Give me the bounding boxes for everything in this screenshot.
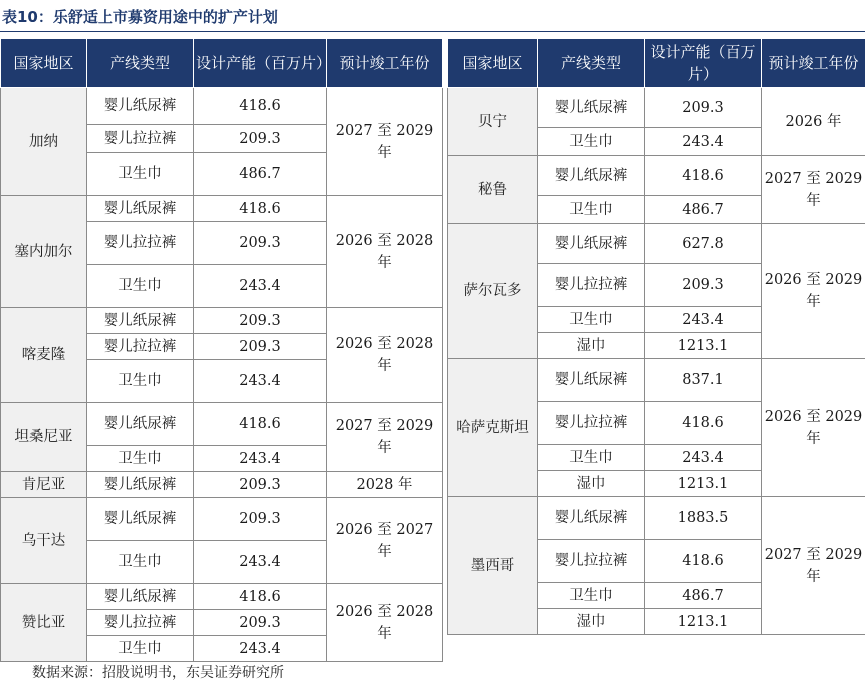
capacity-cell: 243.4 (645, 128, 762, 156)
table-row (1, 196, 443, 222)
table-row (1, 472, 443, 498)
table-row (448, 156, 865, 196)
capacity-cell: 209.3 (194, 222, 327, 265)
year-cell: 2027 至 2029 年 (327, 88, 443, 196)
data-source: 数据来源：招股说明书，东吴证券研究所 (32, 665, 284, 681)
capacity-cell: 1213.1 (645, 333, 762, 359)
capacity-cell: 209.3 (194, 498, 327, 541)
line-type-cell: 卫生巾 (538, 196, 645, 224)
capacity-cell: 486.7 (645, 196, 762, 224)
capacity-cell: 243.4 (194, 446, 327, 472)
capacity-cell: 627.8 (645, 224, 762, 264)
country-cell: 墨西哥 (448, 497, 538, 635)
line-type-cell: 婴儿拉拉裤 (538, 402, 645, 445)
capacity-cell: 243.4 (194, 541, 327, 584)
title-divider (0, 31, 865, 32)
country-cell: 乌干达 (1, 498, 87, 584)
line-type-cell: 婴儿纸尿裤 (87, 584, 194, 610)
country-cell: 肯尼亚 (1, 472, 87, 498)
line-type-cell: 湿巾 (538, 471, 645, 497)
capacity-cell: 209.3 (645, 264, 762, 307)
line-type-cell: 婴儿纸尿裤 (538, 156, 645, 196)
line-type-cell: 婴儿纸尿裤 (538, 224, 645, 264)
country-cell: 贝宁 (448, 88, 538, 156)
capacity-cell: 243.4 (645, 307, 762, 333)
line-type-cell: 卫生巾 (87, 636, 194, 662)
capacity-cell: 209.3 (194, 610, 327, 636)
header-row (1, 39, 443, 88)
line-type-cell: 婴儿纸尿裤 (87, 196, 194, 222)
country-cell: 赞比亚 (1, 584, 87, 662)
line-type-cell: 卫生巾 (538, 128, 645, 156)
line-type-cell: 婴儿拉拉裤 (87, 222, 194, 265)
line-type-cell: 婴儿拉拉裤 (87, 334, 194, 360)
line-type-cell: 婴儿纸尿裤 (87, 403, 194, 446)
line-type-cell: 婴儿纸尿裤 (87, 88, 194, 125)
table-title: 表10：乐舒适上市募资用途中的扩产计划 (2, 8, 278, 26)
table-row (1, 498, 443, 541)
year-cell: 2028 年 (327, 472, 443, 498)
capacity-cell: 418.6 (645, 540, 762, 583)
line-type-cell: 婴儿拉拉裤 (87, 610, 194, 636)
table-row (448, 224, 865, 264)
year-cell: 2026 至 2029 年 (762, 224, 865, 359)
line-type-cell: 卫生巾 (87, 153, 194, 196)
capacity-table-right (447, 38, 865, 659)
line-type-cell: 婴儿拉拉裤 (538, 264, 645, 307)
country-cell: 秘鲁 (448, 156, 538, 224)
year-cell: 2027 至 2029 年 (762, 497, 865, 635)
year-cell: 2026 至 2028 年 (327, 584, 443, 662)
table-row (448, 88, 865, 128)
capacity-cell: 243.4 (194, 636, 327, 662)
table-row (1, 308, 443, 334)
country-cell: 萨尔瓦多 (448, 224, 538, 359)
line-type-cell: 婴儿纸尿裤 (538, 88, 645, 128)
capacity-cell: 1213.1 (645, 609, 762, 635)
year-cell: 2026 至 2027 年 (327, 498, 443, 584)
line-type-cell: 婴儿拉拉裤 (538, 540, 645, 583)
header-year: 预计竣工年份 (327, 39, 443, 88)
table-row (448, 359, 865, 402)
year-cell: 2027 至 2029 年 (762, 156, 865, 224)
table-bottom-border (448, 635, 865, 659)
capacity-cell: 209.3 (645, 88, 762, 128)
year-cell: 2026 年 (762, 88, 865, 156)
capacity-cell: 209.3 (194, 472, 327, 498)
country-cell: 喀麦隆 (1, 308, 87, 403)
line-type-cell: 卫生巾 (87, 265, 194, 308)
table-row (1, 584, 443, 610)
line-type-cell: 湿巾 (538, 609, 645, 635)
year-cell: 2026 至 2029 年 (762, 359, 865, 497)
year-cell: 2026 至 2028 年 (327, 308, 443, 403)
table-row (1, 403, 443, 446)
header-row (448, 39, 865, 88)
line-type-cell: 卫生巾 (87, 541, 194, 584)
capacity-cell: 418.6 (194, 88, 327, 125)
capacity-cell: 418.6 (194, 584, 327, 610)
year-cell: 2026 至 2028 年 (327, 196, 443, 308)
capacity-cell: 837.1 (645, 359, 762, 402)
header-year: 预计竣工年份 (762, 39, 865, 88)
line-type-cell: 卫生巾 (538, 583, 645, 609)
capacity-cell: 418.6 (645, 156, 762, 196)
capacity-cell: 418.6 (645, 402, 762, 445)
line-type-cell: 湿巾 (538, 333, 645, 359)
capacity-cell: 1883.5 (645, 497, 762, 540)
header-capacity: 设计产能（百万片） (645, 39, 762, 88)
capacity-cell: 209.3 (194, 125, 327, 153)
capacity-cell: 418.6 (194, 196, 327, 222)
capacity-cell: 1213.1 (645, 471, 762, 497)
line-type-cell: 婴儿纸尿裤 (87, 308, 194, 334)
line-type-cell: 卫生巾 (87, 360, 194, 403)
line-type-cell: 婴儿拉拉裤 (87, 125, 194, 153)
capacity-cell: 243.4 (194, 360, 327, 403)
line-type-cell: 卫生巾 (87, 446, 194, 472)
capacity-cell: 209.3 (194, 334, 327, 360)
line-type-cell: 卫生巾 (538, 307, 645, 333)
header-line-type: 产线类型 (87, 39, 194, 88)
line-type-cell: 婴儿纸尿裤 (87, 498, 194, 541)
country-cell: 哈萨克斯坦 (448, 359, 538, 497)
line-type-cell: 卫生巾 (538, 445, 645, 471)
header-country: 国家地区 (448, 39, 538, 88)
country-cell: 加纳 (1, 88, 87, 196)
header-line-type: 产线类型 (538, 39, 645, 88)
table-row (1, 88, 443, 125)
header-capacity: 设计产能（百万片） (194, 39, 327, 88)
year-cell: 2027 至 2029 年 (327, 403, 443, 472)
line-type-cell: 婴儿纸尿裤 (538, 497, 645, 540)
capacity-cell: 418.6 (194, 403, 327, 446)
capacity-cell: 486.7 (645, 583, 762, 609)
capacity-cell: 486.7 (194, 153, 327, 196)
header-country: 国家地区 (1, 39, 87, 88)
capacity-table-left (0, 38, 443, 662)
capacity-cell: 209.3 (194, 308, 327, 334)
country-cell: 坦桑尼亚 (1, 403, 87, 472)
table-row (448, 497, 865, 540)
capacity-cell: 243.4 (194, 265, 327, 308)
capacity-cell: 243.4 (645, 445, 762, 471)
line-type-cell: 婴儿纸尿裤 (538, 359, 645, 402)
country-cell: 塞内加尔 (1, 196, 87, 308)
line-type-cell: 婴儿纸尿裤 (87, 472, 194, 498)
